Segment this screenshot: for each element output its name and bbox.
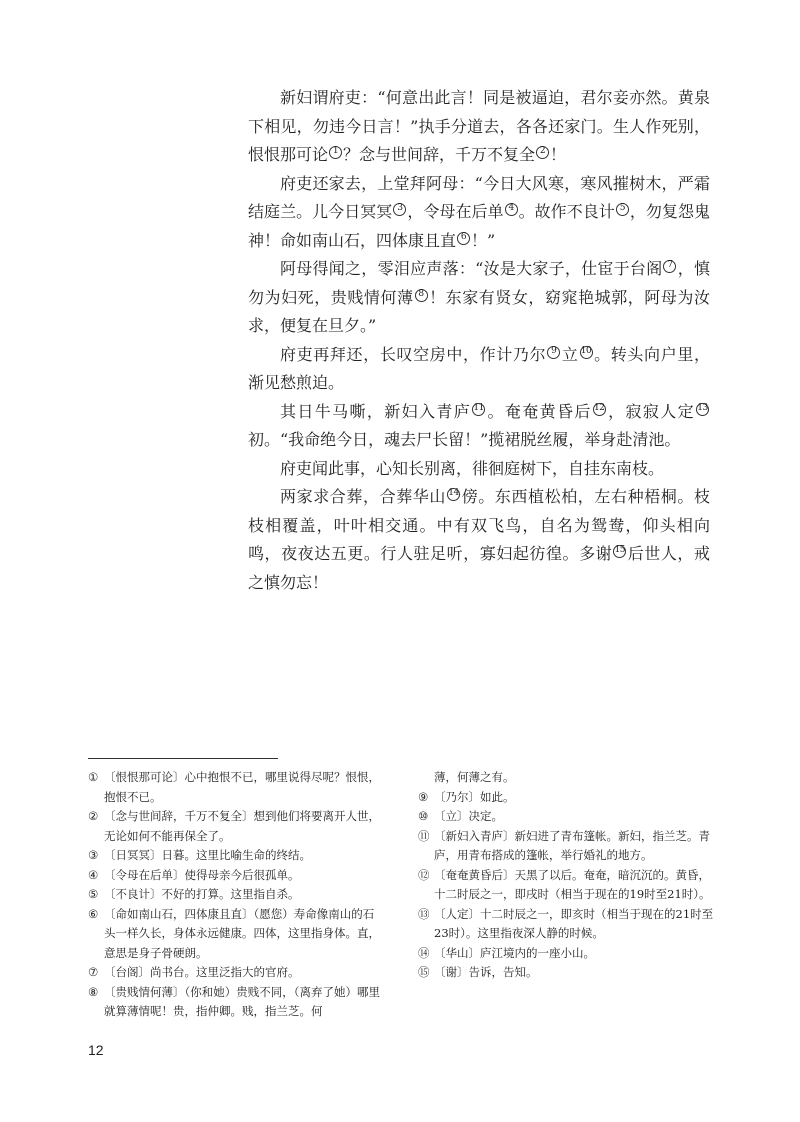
footnote-text: 〔新妇入青庐〕新妇进了青布篷帐。新妇，指兰芝。青庐，用青布搭成的篷帐，举行婚礼的地方。: [434, 828, 710, 862]
footnote-number: ⑤: [88, 887, 99, 901]
footnote-marker: 2: [536, 146, 549, 159]
footnote: [418, 807, 714, 827]
footnotes-left-column: [88, 768, 380, 1022]
text-run: 府吏还家去，上堂拜阿母：“今日大风寒，寒风摧树木，严霜结庭兰。儿今日冥冥: [248, 173, 710, 221]
footnote-text: 〔乃尔〕如此。: [434, 789, 515, 804]
footnote-marker: 10: [580, 346, 593, 359]
footnote-number: ⑬: [418, 906, 430, 921]
footnote: [418, 944, 714, 964]
footnote-text: 〔奄奄黄昏后〕天黑了以后。奄奄，暗沉沉的。黄昏，十二时辰之一，即戌时（相当于现在的19时至21时）。: [434, 867, 711, 901]
footnote-text: 〔立〕决定。: [434, 809, 503, 823]
footnote-marker: 7: [663, 260, 676, 273]
text-run: ，勿复怨鬼神！命如南山石，四体康且直: [248, 202, 710, 250]
footnote-number: ②: [88, 809, 99, 823]
footnote: [88, 983, 380, 1022]
text-run: 两家求合葬，合葬华山: [280, 487, 446, 506]
footnote-marker: 1: [329, 146, 342, 159]
footnote-divider: [88, 758, 278, 759]
footnote-text: 〔日冥冥〕日暮。这里比喻生命的终结。: [104, 848, 311, 862]
text-run: 。奄奄黄昏后: [486, 401, 592, 421]
footnote-marker: 5: [616, 203, 629, 216]
text-run: ！东家有贤女，窈窕艳城郭，阿母为汝求，便复在旦夕。”: [248, 287, 710, 335]
footnote: [88, 846, 380, 866]
paragraph: [248, 255, 710, 341]
footnote-number: [418, 768, 434, 788]
text-run: 。故作不良计: [518, 202, 615, 221]
text-run: 后世人，戒之慎勿忘！: [248, 544, 710, 592]
footnote-marker: 12: [593, 403, 606, 416]
footnote-number: ③: [88, 848, 99, 862]
footnote-number: ⑫: [418, 867, 430, 882]
footnote-text: 薄，何薄之有。: [434, 770, 515, 784]
footnote-marker: 14: [447, 488, 460, 501]
footnote: [88, 866, 380, 886]
paragraph: [248, 170, 710, 256]
paragraph: [248, 455, 710, 484]
paragraph: [248, 483, 710, 597]
footnote-text: 〔念与世间辞，千万不复全〕想到他们将要离开人世，无论如何不能再保全了。: [104, 809, 380, 843]
footnote-marker: 13: [696, 403, 709, 416]
footnote: [418, 963, 714, 983]
text-run: 初。“我命绝今日，魂去尸长留！”揽裙脱丝履，举身赴清池。: [248, 430, 681, 449]
footnote-number: ⑮: [418, 965, 430, 979]
footnote-marker: 6: [457, 232, 470, 245]
text-run: ！”: [471, 230, 496, 250]
footnote-marker: 9: [547, 346, 560, 359]
text-run: 立: [561, 344, 579, 364]
footnote: [418, 768, 714, 788]
paragraph: [248, 398, 710, 455]
footnote-number: ⑨: [418, 789, 429, 804]
footnote-text: 〔命如南山石，四体康且直〕（愿您）寿命像南山的石头一样久长，身体永远健康。四体，这里指身体。直，意思是身子骨硬朗。: [104, 906, 380, 960]
footnote-text: 〔不良计〕不好的打算。这里指自杀。: [104, 887, 300, 901]
text-run: 府吏闻此事，心知长别离，徘徊庭树下，自挂东南枝。: [280, 458, 665, 478]
footnote-marker: 3: [393, 203, 406, 216]
footnote: [418, 866, 714, 905]
footnotes-right-column: [418, 768, 714, 983]
text-run: 阿母得闻之，零泪应声落：“汝是大家子，仕宦于台阁: [280, 259, 663, 278]
footnote: [418, 827, 714, 866]
main-text: [248, 84, 710, 597]
footnote-text: 〔台阁〕尚书台。这里泛指大的官府。: [104, 965, 300, 979]
paragraph: [248, 341, 710, 398]
footnote-marker: 15: [613, 545, 626, 558]
footnote: [88, 885, 380, 905]
text-run: 新妇谓府吏：“何意出此言！同是被逼迫，君尔妾亦然。黄泉下相见，勿违今日言！”执手分道去，各各还家门。生人作死别，恨恨那可论: [248, 88, 710, 164]
footnote: [88, 963, 380, 983]
footnote-number: ④: [88, 867, 99, 882]
paragraph: [248, 84, 710, 170]
footnote-text: 〔恨恨那可论〕心中抱恨不已，哪里说得尽呢？恨恨，抱恨不已。: [104, 770, 380, 804]
footnote-text: 〔人定〕十二时辰之一，即亥时（相当于现在的21时至23时）。这里指夜深人静的时候。: [434, 906, 714, 940]
page-number: 12: [88, 1042, 104, 1058]
footnote-number: ⑧: [88, 984, 99, 999]
footnote: [418, 905, 714, 944]
text-run: ，慎勿为妇死，贵贱情何薄: [248, 259, 710, 307]
footnote-text: 〔令母在后单〕使得母亲今后很孤单。: [104, 867, 300, 882]
text-run: ？念与世间辞，千万不复全: [343, 145, 536, 164]
footnote-number: ⑦: [88, 965, 99, 979]
footnote-marker: 11: [472, 403, 485, 416]
text-run: 其日牛马嘶，新妇入青庐: [280, 401, 472, 421]
footnote-text: 〔华山〕庐江境内的一座小山。: [434, 945, 595, 960]
text-run: ，寂寂人定: [606, 401, 695, 421]
footnote-text: 〔谢〕告诉，告知。: [434, 965, 538, 979]
text-run: 傍。东西植松柏，左右种梧桐。枝枝相覆盖，叶叶相交通。中有双飞鸟，自名为鸳鸯，仰头相向鸣，夜夜达五更。行人驻足听，寡妇起彷徨。多谢: [248, 487, 710, 563]
footnote-text: 〔贵贱情何薄〕（你和她）贵贱不同，（离弃了她）哪里就算薄情呢！贵，指仲卿。贱，指兰芝。何: [104, 984, 380, 1018]
footnote-marker: 4: [505, 203, 518, 216]
text-run: 府吏再拜还，长叹空房中，作计乃尔: [280, 344, 547, 364]
footnote: [418, 788, 714, 808]
text-run: ，令母在后单: [407, 202, 504, 221]
footnote-number: ⑭: [418, 945, 430, 960]
footnote-marker: 8: [415, 289, 428, 302]
footnote: [88, 768, 380, 807]
footnote: [88, 905, 380, 964]
footnote-number: ⑩: [418, 809, 429, 823]
text-run: ！: [550, 145, 567, 164]
text-run: 。转头向户里，渐见愁煎迫。: [248, 344, 710, 392]
footnote: [88, 807, 380, 846]
footnote-number: ⑪: [418, 828, 430, 843]
footnote-number: ①: [88, 770, 99, 784]
footnote-number: ⑥: [88, 906, 99, 921]
